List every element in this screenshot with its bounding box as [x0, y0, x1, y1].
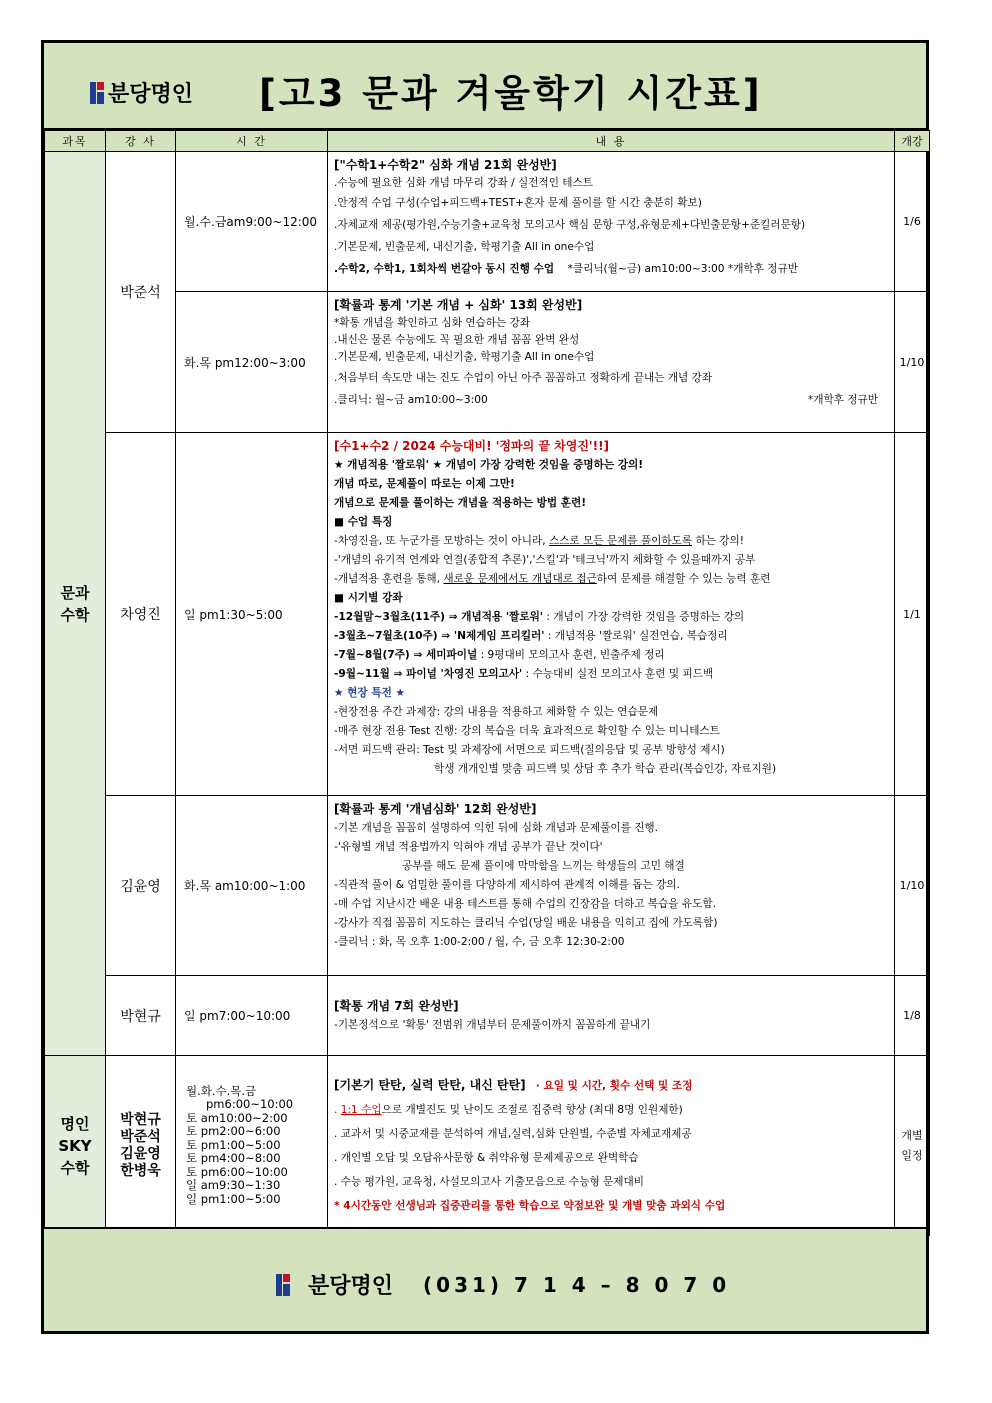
content-line: . — [334, 1104, 341, 1116]
time-line: 토 am10:00~2:00 — [186, 1110, 288, 1125]
instructor-cell: 차영진 — [106, 433, 176, 796]
time-line: 일 pm1:00~5:00 — [186, 1191, 281, 1206]
content-line: -직관적 풀이 & 엄밀한 풀이를 다양하게 제시하여 관계적 이해를 돕는 강의. — [334, 879, 680, 891]
content-line: 개념 따로, 문제풀이 따로는 이제 그만! — [334, 478, 515, 490]
instructor-name: 한병욱 — [120, 1162, 161, 1179]
course-title: ["수학1+수학2" 심화 개념 21회 완성반] — [334, 158, 557, 172]
time-line: pm6:00~10:00 — [206, 1097, 294, 1112]
section-heading: ★ 현장 특전 ★ — [334, 687, 405, 699]
period-desc: : 개념적용 '짤로워' 실전연습, 복습정리 — [544, 630, 728, 642]
option-note: · 요일 및 시간, 횟수 선택 및 조정 — [535, 1080, 693, 1092]
content-line: -매주 현장 전용 Test 진행: 강의 복습을 더욱 효과적으로 확인할 수 있는 미니테스트 — [334, 725, 720, 737]
column-header-content: 내 용 — [328, 131, 895, 152]
timetable — [44, 130, 930, 1236]
content-line: -클리닉 : 화, 목 오후 1:00-2:00 / 월, 수, 금 오후 12:30-2:00 — [334, 936, 625, 948]
content-line: . 개인별 오답 및 오답유사문항 & 취약유형 문제제공으로 완벽학습 — [334, 1152, 639, 1164]
content-line: .자체교재 제공(평가원,수능기출+교육청 모의고사 핵심 문항 구성,유형문제+다빈출문항+준킬러문항) — [334, 219, 806, 231]
content-line: 개념으로 문제를 풀이하는 개념을 적용하는 방법 훈련! — [334, 497, 587, 509]
instructor-name: 김윤영 — [120, 1145, 161, 1162]
course-title: [기본기 탄탄, 실력 탄탄, 내신 탄탄] — [334, 1078, 526, 1092]
instructor-name: 박현규 — [120, 1111, 161, 1128]
table-row — [45, 976, 930, 1056]
instructor-cell: 김윤영 — [106, 796, 176, 976]
start-date: 1/10 — [895, 796, 930, 976]
instructor-name: 박준석 — [120, 1128, 161, 1145]
content-cell — [328, 433, 895, 796]
course-title: [확률과 통계 '기본 개념 + 심화' 13회 완성반] — [334, 298, 583, 312]
footer-logo — [276, 1269, 730, 1300]
content-line: .처음부터 속도만 내는 진도 수업이 아닌 아주 꼼꼼하고 정확하게 끝내는 개념 강좌 — [334, 372, 713, 384]
column-header-instructor: 강 사 — [106, 131, 176, 152]
time-cell: 일 pm7:00~10:00 — [176, 976, 328, 1056]
content-line: 학생 개개인별 맞춤 피드백 및 상담 후 추가 학습 관리(복습인강, 자료지원) — [434, 763, 777, 775]
course-title: [수1+수2 / 2024 수능대비! '정파의 끝 차영진'!!] — [334, 439, 610, 453]
content-line: -개념적용 훈련을 통해, — [334, 573, 444, 585]
instructor-cell: 박준석 — [106, 152, 176, 433]
time-line: 토 pm4:00~8:00 — [186, 1151, 281, 1166]
content-cell — [328, 976, 895, 1056]
period-desc: : 개념이 가장 강력한 것임을 증명하는 강의 — [543, 611, 745, 623]
start-date: 1/1 — [895, 433, 930, 796]
content-line: * 4시간동안 선생님과 집중관리를 통한 학습으로 약점보완 및 개별 맞춤 과외식 수업 — [334, 1200, 726, 1212]
content-cell — [328, 152, 895, 292]
content-emphasis: 새로운 문제에서도 개념대로 접근 — [443, 573, 597, 585]
content-emphasis: 스스로 모든 문제를 풀이하도록 — [548, 535, 693, 547]
content-line: 공부를 해도 문제 풀이에 막막함을 느끼는 학생들의 고민 해결 — [402, 860, 685, 872]
content-cell — [328, 796, 895, 976]
instructor-cell — [106, 1056, 176, 1236]
time-line: 토 pm2:00~6:00 — [186, 1124, 281, 1139]
table-row — [45, 152, 930, 292]
content-line: 으로 개별진도 및 난이도 조절로 집중력 향상 (최대 8명 인원제한) — [381, 1104, 683, 1116]
period-desc: : 수능대비 실전 모의고사 훈련 및 피드백 — [522, 668, 714, 680]
time-cell: 화.목 pm12:00~3:00 — [176, 292, 328, 433]
content-line: .기본문제, 빈출문제, 내신기출, 학평기출 All in one수업 — [334, 351, 595, 363]
course-title: [확통 개념 7회 완성반] — [334, 998, 459, 1013]
content-line: -현장전용 주간 과제장: 강의 내용을 적용하고 체화할 수 있는 연습문제 — [334, 706, 659, 718]
content-note: *개학후 정규반 — [807, 394, 878, 406]
content-cell — [328, 292, 895, 433]
footer-bar — [44, 1227, 926, 1331]
timetable-frame — [41, 40, 929, 1334]
content-line: *확통 개념을 확인하고 심화 연습하는 강좌 — [334, 317, 531, 329]
phone-number: (031) 7 1 4 – 8 0 7 0 — [423, 1272, 731, 1297]
logo-icon — [90, 82, 104, 104]
time-cell: 화.목 am10:00~1:00 — [176, 796, 328, 976]
time-line: 토 pm1:00~5:00 — [186, 1137, 281, 1152]
content-line: -강사가 직접 꼼꼼히 지도하는 클리닉 수업(당일 배운 내용을 익히고 집에 가도록함) — [334, 917, 718, 929]
content-line: -차영진을, 또 누군가를 모방하는 것이 아니라, — [334, 535, 549, 547]
time-cell: 월.수.금am9:00~12:00 — [176, 152, 328, 292]
clinic-note: *클리닉(월~금) am10:00~3:00 *개학후 정규반 — [567, 263, 798, 275]
content-line: -기본정석으로 '확통' 전범위 개념부터 문제풀이까지 꼼꼼하게 끝내기 — [334, 1018, 651, 1031]
content-line: -기본 개념을 꼼꼼히 설명하여 익힌 뒤에 심화 개념과 문제풀이를 진행. — [334, 822, 659, 834]
course-title: [확률과 통계 '개념심화' 12회 완성반] — [334, 802, 537, 816]
instructor-cell: 박현규 — [106, 976, 176, 1056]
content-line: 하는 강의! — [692, 535, 745, 547]
period-label: -9월~11월 ⇒ 파이널 '차영진 모의고사' — [334, 668, 523, 680]
content-line: .수학2, 수학1, 1회차씩 번갈아 동시 진행 수업 — [334, 263, 555, 275]
section-heading: ■ 수업 특징 — [334, 516, 393, 528]
content-line: .수능에 필요한 심화 개념 마무리 강좌 / 실전적인 테스트 — [334, 177, 594, 189]
period-label: -12월말~3월초(11주) ⇒ 개념적용 '짤로워' — [334, 611, 544, 623]
subject-cell: 명인 SKY 수학 — [45, 1056, 106, 1236]
content-line: .클리닉: 월~금 am10:00~3:00 — [334, 394, 488, 406]
period-label: -7월~8월(7주) ⇒ 세미파이널 — [334, 649, 478, 661]
period-desc: : 9평대비 모의고사 훈련, 빈출주제 정리 — [477, 649, 665, 661]
content-emphasis: 1:1 수업 — [340, 1104, 382, 1116]
content-line: -'개념의 유기적 연계와 연결(종합적 추론)','스킬'과 '테크닉'까지 체화할 수 있을때까지 공부 — [334, 554, 756, 566]
column-header-start: 개강 — [895, 131, 930, 152]
logo — [90, 77, 193, 108]
content-line: ★ 개념적용 '짤로워' ★ 개념이 가장 강력한 것임을 증명하는 강의! — [334, 459, 644, 471]
time-line: 일 am9:30~1:30 — [186, 1178, 281, 1193]
footer-logo-text: 분당명인 — [308, 1274, 394, 1299]
logo-icon — [276, 1274, 290, 1296]
content-line: .안정적 수업 구성(수업+피드백+TEST+혼자 문제 풀이를 할 시간 충분히 확보) — [334, 197, 702, 209]
content-line: . 수능 평가원, 교육청, 사설모의고사 기출모음으로 수능형 문제대비 — [334, 1176, 644, 1188]
content-line: -서면 피드백 관리: Test 및 과제장에 서면으로 피드백(질의응답 및 공부 방향성 제시) — [334, 744, 725, 756]
content-line: . 교과서 및 시중교재를 분석하여 개념,실력,심화 단원별, 수준별 자체교재제공 — [334, 1128, 692, 1140]
table-row — [45, 433, 930, 796]
header-bar — [44, 43, 926, 130]
time-line: 토 pm6:00~10:00 — [186, 1164, 288, 1179]
time-cell: 일 pm1:30~5:00 — [176, 433, 328, 796]
column-header-subject: 과목 — [45, 131, 106, 152]
content-line: .내신은 물론 수능에도 꼭 필요한 개념 꼼꼼 완벽 완성 — [334, 334, 580, 346]
start-date: 개별 일정 — [895, 1056, 930, 1236]
table-row — [45, 796, 930, 976]
page-title: [고3 문과 겨울학기 시간표] — [259, 72, 763, 115]
time-line: 월.화.수.목.금 — [186, 1083, 257, 1098]
time-cell — [176, 1056, 328, 1236]
period-label: -3월초~7월초(10주) ⇒ 'N제게임 프리킬러' — [334, 630, 545, 642]
table-header-row — [45, 131, 930, 152]
content-line: .기본문제, 빈출문제, 내신기출, 학평기출 All in one수업 — [334, 241, 595, 253]
table-row — [45, 292, 930, 433]
section-heading: ■ 시기별 강좌 — [334, 592, 403, 604]
column-header-time: 시 간 — [176, 131, 328, 152]
content-line: 하여 문제를 해결할 수 있는 능력 훈련 — [596, 573, 771, 585]
subject-cell: 문과 수학 — [45, 152, 106, 1056]
start-date: 1/6 — [895, 152, 930, 292]
content-line: -매 수업 지난시간 배운 내용 테스트를 통해 수업의 긴장감을 더하고 복습을 유도함. — [334, 898, 716, 910]
table-row — [45, 1056, 930, 1236]
start-date: 1/10 — [895, 292, 930, 433]
logo-text: 분당명인 — [108, 82, 194, 107]
content-cell — [328, 1056, 895, 1236]
start-date: 1/8 — [895, 976, 930, 1056]
content-line: -'유형별 개념 적용법까지 익혀야 개념 공부가 끝난 것이다' — [334, 841, 603, 853]
